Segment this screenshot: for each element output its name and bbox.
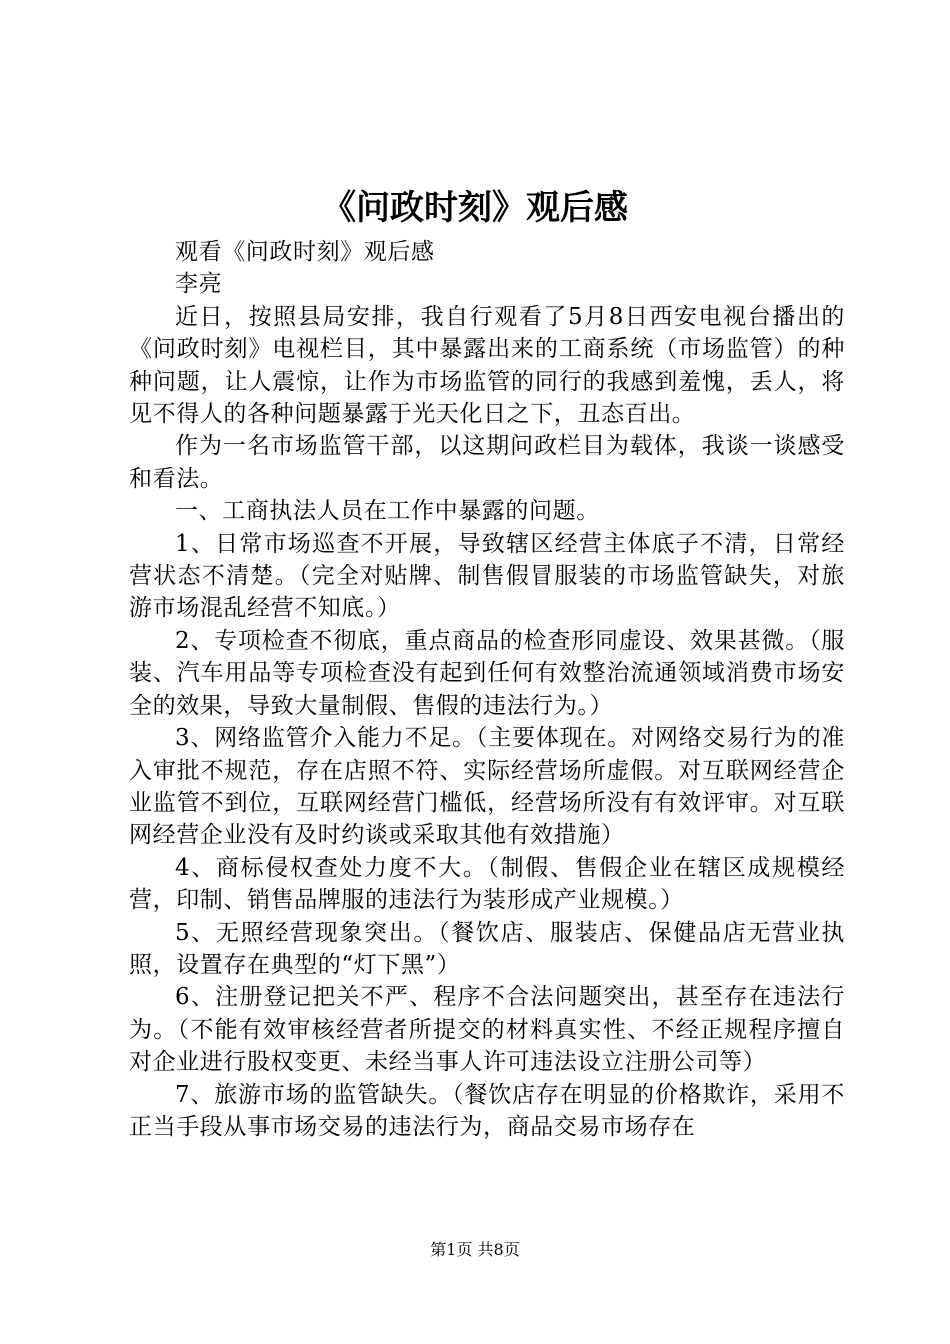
subtitle-paragraph: 观看《问政时刻》观后感 [175,239,435,265]
list-item: 5、无照经营现象突出。（餐饮店、服装店、保健品店无营业执照，设置存在典型的“灯下黑”） [129,919,845,978]
list-item: 4、商标侵权查处力度不大。（制假、售假企业在辖区成规模经营，印制、销售品牌服的违法行为装形成产业规模。） [129,854,845,914]
section-heading: 一、工商执法人员在工作中暴露的问题。 [175,498,600,525]
list-item: 3、网络监管介入能力不足。（主要体现在。对网络交易行为的准入审批不规范，存在店照不符、实际经营场所虚假。对互联网经营企业监管不到位，互联网经营门槛低，经营场所没有有效评审。对互联网经营企业没有及时约谈或采取其他有效措施） [129,725,845,849]
list-item: 1、日常市场巡查不开展，导致辖区经营主体底子不清，日常经营状态不清楚。（完全对贴牌、制售假冒服装的市场监管缺失，对旅游市场混乱经营不知底。） [129,530,845,622]
document-title: 《问政时刻》观后感 [322,188,628,228]
list-item: 7、旅游市场的监管缺失。（餐饮店存在明显的价格欺诈，采用不正当手段从事市场交易的违法行为，商品交易市场存在 [129,1081,845,1140]
document-body [129,236,845,1143]
list-item: 6、注册登记把关不严、程序不合法问题突出，甚至存在违法行为。（不能有效审核经营者所提交的材料真实性、不经正规程序擅自对企业进行股权变更、未经当事人许可违法设立注册公司等） [129,984,845,1076]
list-item: 2、专项检查不彻底，重点商品的检查形同虚设、效果甚微。（服装、汽车用品等专项检查没有起到任何有效整治流通领域消费市场安全的效果，导致大量制假、售假的违法行为。） [129,627,845,719]
page-number-footer: 第1页 共8页 [430,1240,520,1259]
author-paragraph: 李亮 [175,271,223,298]
body-paragraph: 近日，按照县局安排，我自行观看了5月8日西安电视台播出的《问政时刻》电视栏目，其中暴露出来的工商系统（市场监管）的种种问题，让人震惊，让作为市场监管的同行的我感到羞愧，丢人，将见不得人的各种问题暴露于光天化日之下，丑态百出。 [129,303,845,428]
body-paragraph: 作为一名市场监管干部，以这期问政栏目为载体，我谈一谈感受和看法。 [129,433,845,492]
